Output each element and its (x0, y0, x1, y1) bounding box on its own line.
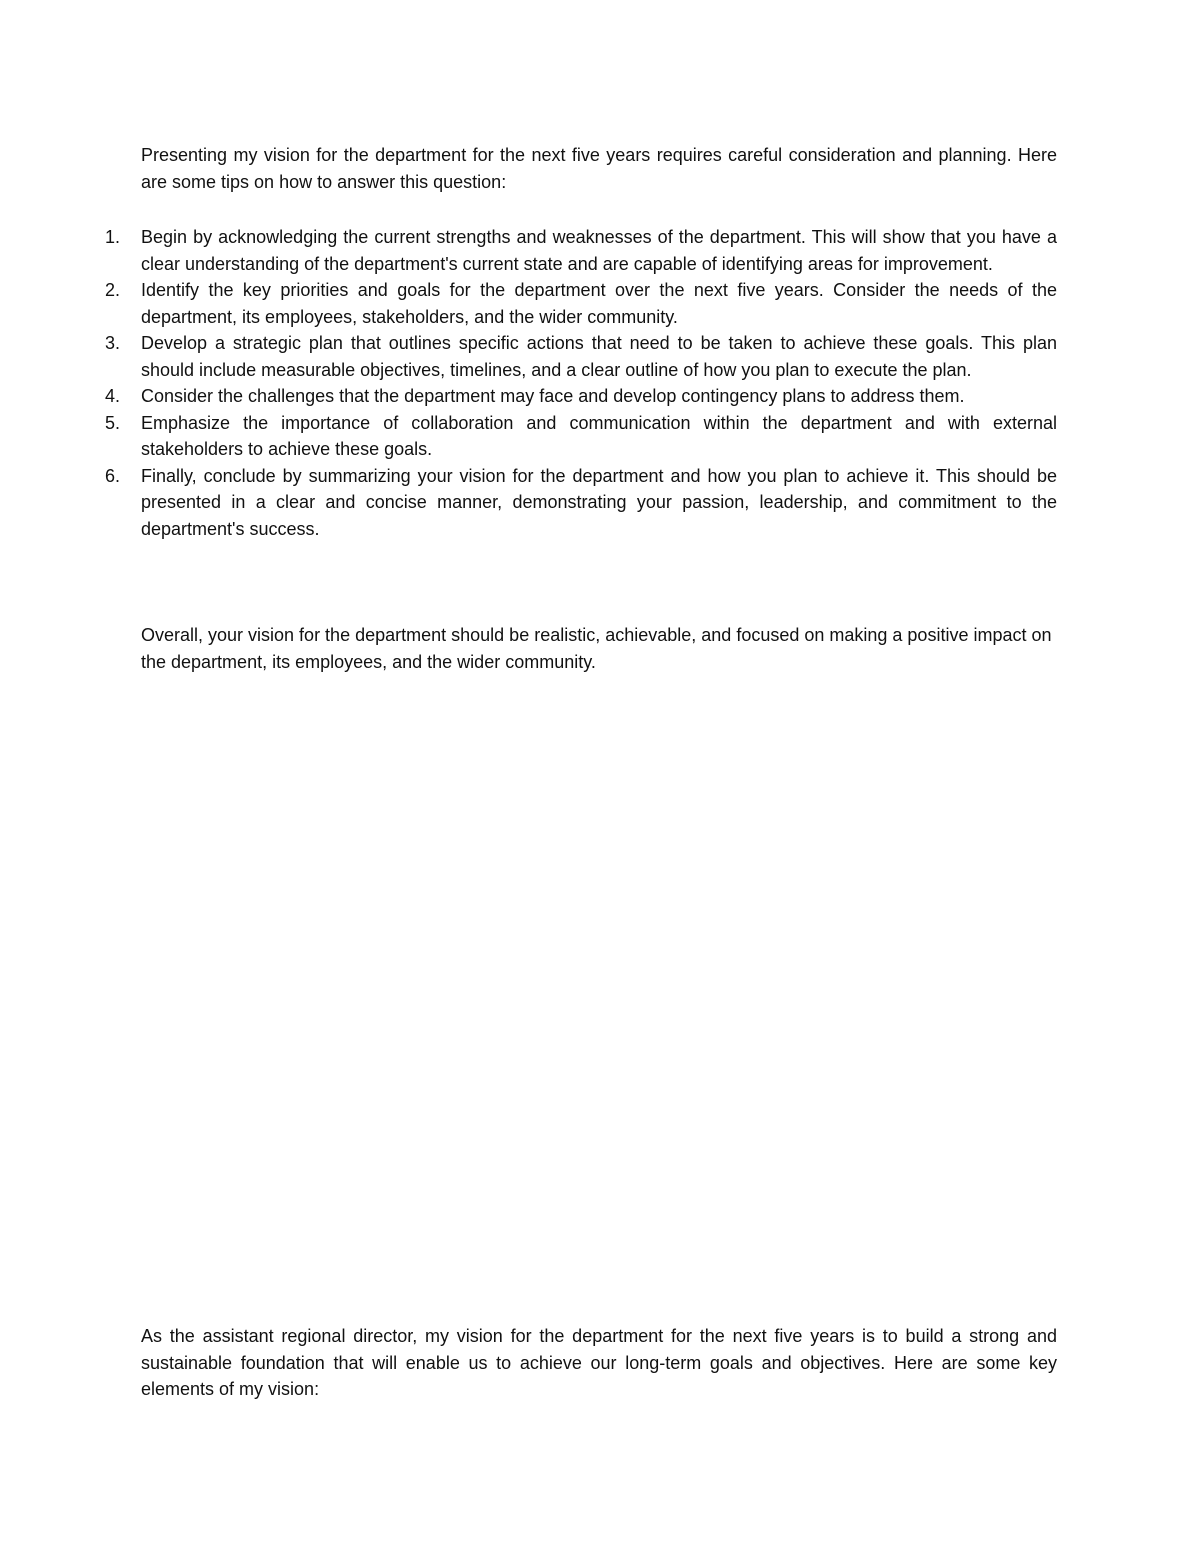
list-item (105, 277, 1057, 330)
list-item-text: Consider the challenges that the department may face and develop contingency plans to address them. (141, 386, 965, 406)
list-item-number: 2. (105, 280, 121, 300)
list-item-text: Begin by acknowledging the current strengths and weaknesses of the department. This will show that you have a clear understanding of the department's current state and are capable of identifying areas for improvement. (141, 227, 1057, 274)
list-item (105, 383, 1057, 410)
list-item (105, 330, 1057, 383)
overall-paragraph: Overall, your vision for the department should be realistic, achievable, and focused on making a positive impact on the department, its employees, and the wider community. (141, 625, 1052, 672)
list-item-number: 4. (105, 386, 121, 406)
list-item (105, 224, 1057, 277)
list-item-text: Finally, conclude by summarizing your vision for the department and how you plan to achieve it. This should be presented in a clear and concise manner, demonstrating your passion, leadership, and commitment to the department's success. (141, 465, 1057, 539)
list-item-text: Emphasize the importance of collaboration and communication within the department and with external stakeholders to achieve these goals. (141, 412, 1057, 459)
tips-list (105, 224, 1057, 542)
intro-paragraph: Presenting my vision for the department for the next five years requires careful consideration and planning. Here are some tips on how to answer this question: (141, 145, 1057, 192)
list-item-text: Develop a strategic plan that outlines specific actions that need to be taken to achieve these goals. This plan should include measurable objectives, timelines, and a clear outline of how you plan to execute the plan. (141, 333, 1057, 380)
list-item-number: 1. (105, 227, 121, 247)
list-item-number: 5. (105, 412, 121, 433)
list-item (105, 410, 1057, 463)
vision-paragraph: As the assistant regional director, my vision for the department for the next five years is to build a strong and sustainable foundation that will enable us to achieve our long-term goals and objectives. Here are some key elements of my vision: (141, 1326, 1057, 1399)
list-item (105, 463, 1057, 543)
list-item-number: 6. (105, 465, 121, 486)
list-item-text: Identify the key priorities and goals for the department over the next five years. Consider the needs of the department, its employees, stakeholders, and the wider community. (141, 280, 1057, 327)
list-item-number: 3. (105, 333, 121, 353)
